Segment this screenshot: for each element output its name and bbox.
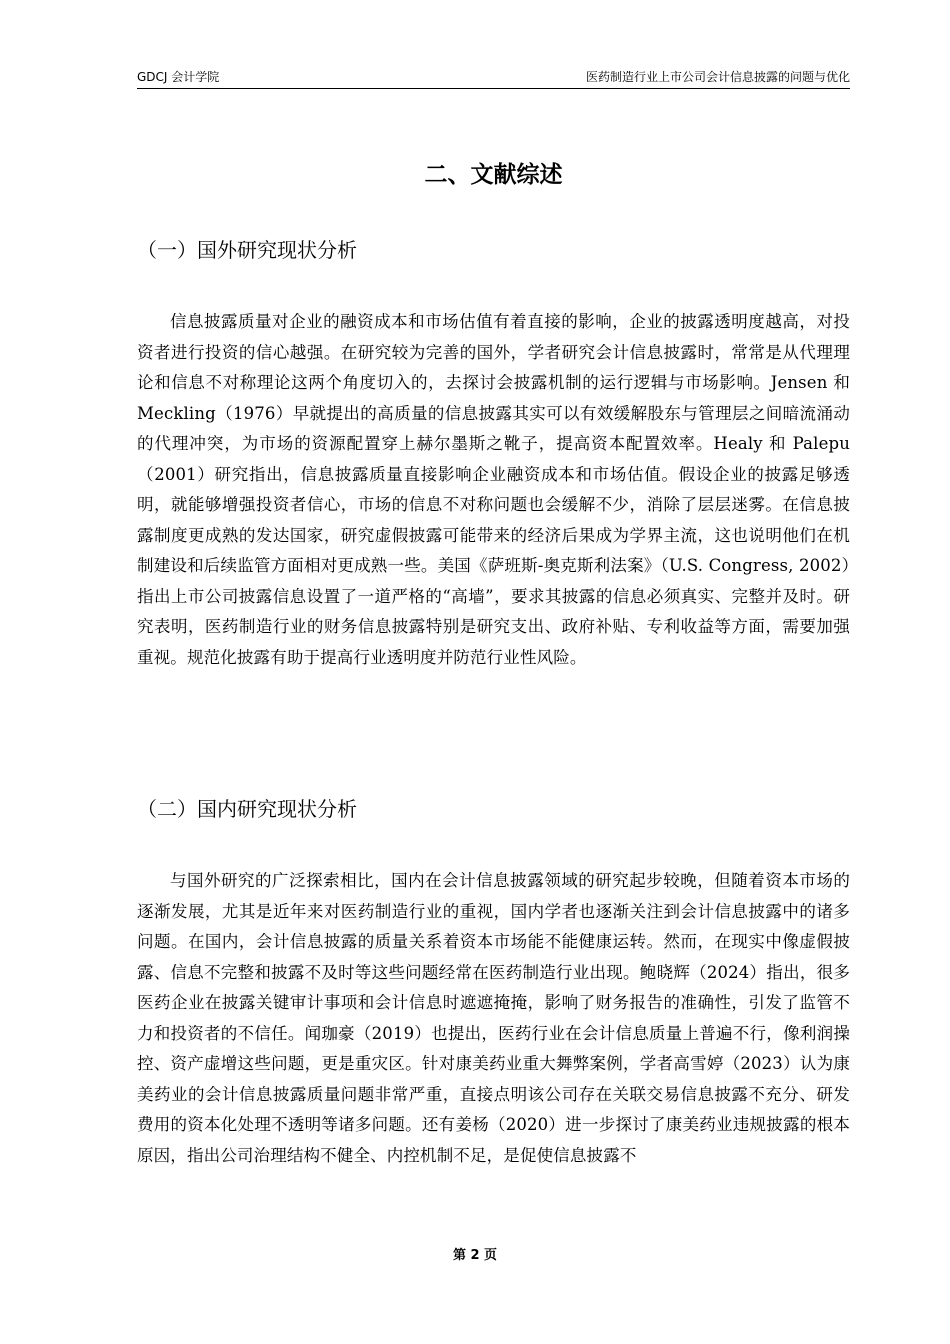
header-thesis-title: 医药制造行业上市公司会计信息披露的问题与优化 <box>585 70 850 84</box>
paragraph-foreign-research: 信息披露质量对企业的融资成本和市场估值有着直接的影响，企业的披露透明度越高，对投资者进行投资的信心越强。在研究较为完善的国外，学者研究会计信息披露时，常常是从代理理论和信息不对称理论这两个角度切入的，去探讨会披露机制的运行逻辑与市场影响。Jensen 和 Meckling（1976）早就提出的高质量的信息披露其实可以有效缓解股东与管理层之间暗流涌动的代理冲突，为市场的资源配置穿上赫尔墨斯之靴子，提高资本配置效率。Healy 和 Palepu（2001）研究指出，信息披露质量直接影响企业融资成本和市场估值。假设企业的披露足够透明，就能够增强投资者信心，市场的信息不对称问题也会缓解不少，消除了层层迷雾。在信息披露制度更成熟的发达国家，研究虚假披露可能带来的经济后果成为学界主流，这也说明他们在机制建设和后续监管方面相对更成熟一些。美国《萨班斯-奥克斯利法案》（U.S. Congress, 2002）指出上市公司披露信息设置了一道严格的“高墙”，要求其披露的信息必须真实、完整并及时。研究表明，医药制造行业的财务信息披露特别是研究支出、政府补贴、专利收益等方面，需要加强重视。规范化披露有助于提高行业透明度并防范行业性风险。 <box>137 312 850 667</box>
section-heading-foreign-research: （一）国外研究现状分析 <box>137 238 357 262</box>
section-heading-domestic-research: （二）国内研究现状分析 <box>137 797 357 821</box>
page-number: 第 2 页 <box>452 1248 498 1263</box>
header-institution: GDCJ 会计学院 <box>137 70 220 84</box>
paragraph-domestic-research: 与国外研究的广泛探索相比，国内在会计信息披露领域的研究起步较晚，但随着资本市场的逐渐发展，尤其是近年来对医药制造行业的重视，国内学者也逐渐关注到会计信息披露中的诸多问题。在国内，会计信息披露的质量关系着资本市场能不能健康运转。然而，在现实中像虚假披露、信息不完整和披露不及时等这些问题经常在医药制造行业出现。鲍晓辉（2024）指出，很多医药企业在披露关键审计事项和会计信息时遮遮掩掩，影响了财务报告的准确性，引发了监管不力和投资者的不信任。闻珈豪（2019）也提出，医药行业在会计信息质量上普遍不行，像利润操控、资产虚增这些问题，更是重灾区。针对康美药业重大舞弊案例，学者高雪婷（2023）认为康美药业的会计信息披露质量问题非常严重，直接点明该公司存在关联交易信息披露不充分、研发费用的资本化处理不透明等诸多问题。还有姜杨（2020）进一步探讨了康美药业违规披露的根本原因，指出公司治理结构不健全、内控机制不足，是促使信息披露不 <box>137 871 850 1165</box>
chapter-title: 二、文献综述 <box>424 162 563 188</box>
page-header <box>137 68 850 89</box>
